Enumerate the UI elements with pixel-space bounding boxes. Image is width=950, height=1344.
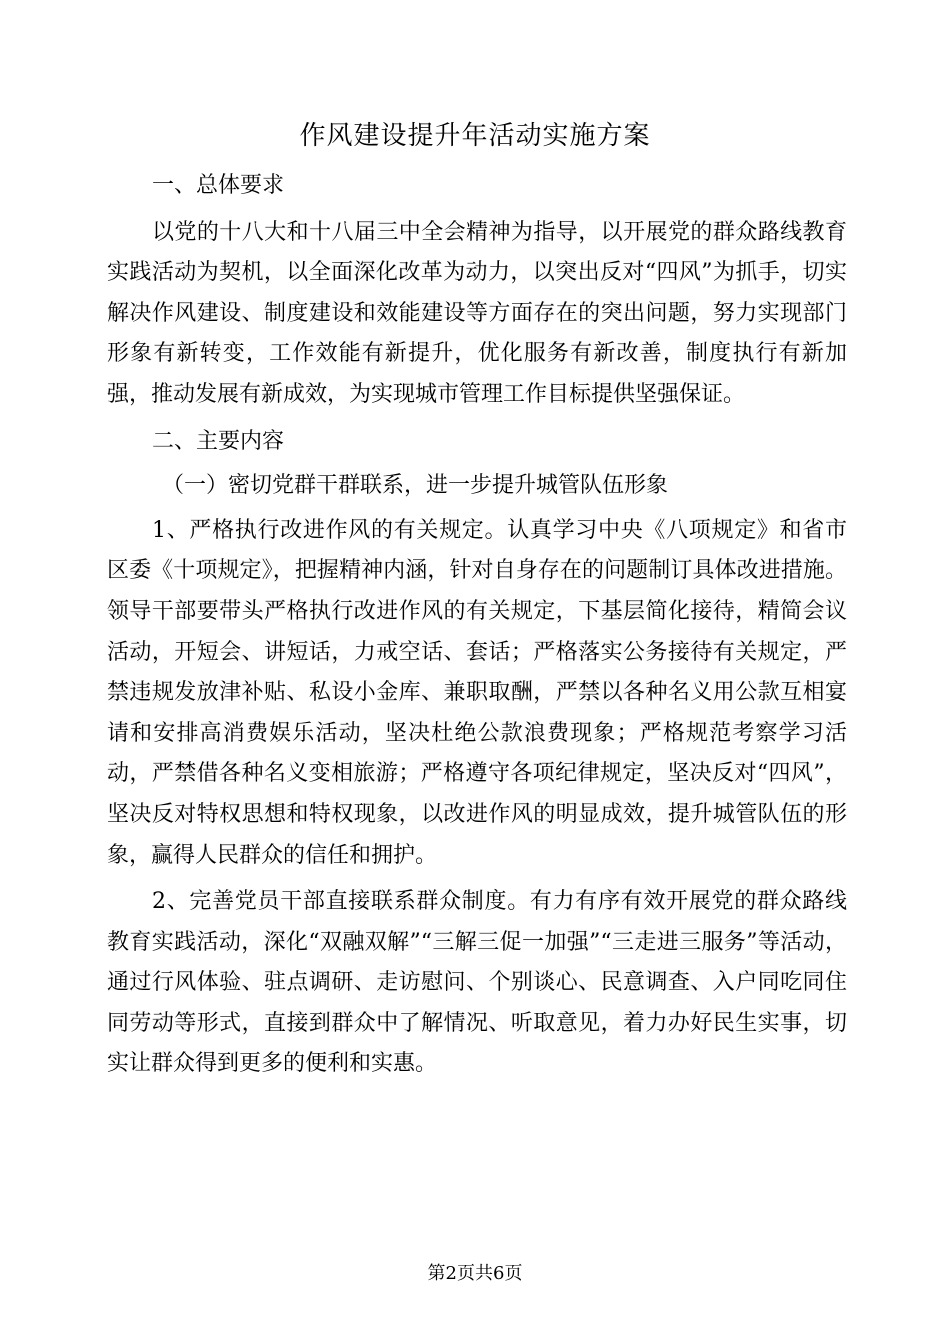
document-title: 作风建设提升年活动实施方案 xyxy=(299,121,651,151)
paragraph-item-1: 1、严格执行改进作风的有关规定。认真学习中央《八项规定》和省市区委《十项规定》，把握精神内涵，针对自身存在的问题制订具体改进措施。领导干部要带头严格执行改进作风的有关规定，下基层简化接待，精简会议活动，开短会、讲短话，力戒空话、套话；严格落实公务接待有关规定，严禁违规发放津补贴、私设小金库、兼职取酬，严禁以各种名义用公款互相宴请和安排高消费娱乐活动，坚决杜绝公款浪费现象；严格规范考察学习活动，严禁借各种名义变相旅游；严格遵守各项纪律规定，坚决反对“四风”，坚决反对特权思想和特权现象，以改进作风的明显成效，提升城管队伍的形象，赢得人民群众的信任和拥护。 xyxy=(107,517,847,868)
subsection-heading-1: （一）密切党群干群联系，进一步提升城管队伍形象 xyxy=(162,473,669,499)
document-body xyxy=(107,166,847,1085)
section-heading-1: 一、总体要求 xyxy=(152,173,285,198)
paragraph-general-requirements: 以党的十八大和十八届三中全会精神为指导，以开展党的群众路线教育实践活动为契机，以全面深化改革为动力，以突出反对“四风”为抓手，切实解决作风建设、制度建设和效能建设等方面存在的突出问题，努力实现部门形象有新转变，工作效能有新提升，优化服务有新改善，制度执行有新加强，推动发展有新成效，为实现城市管理工作目标提供坚强保证。 xyxy=(107,219,847,407)
paragraph-item-2: 2、完善党员干部直接联系群众制度。有力有序有效开展党的群众路线教育实践活动，深化“双融双解”“三解三促一加强”“三走进三服务”等活动，通过行风体验、驻点调研、走访慰问、个别谈心、民意调查、入户同吃同住同劳动等形式，直接到群众中了解情况、听取意见，着力办好民生实事，切实让群众得到更多的便利和实惠。 xyxy=(107,889,847,1077)
section-heading-2: 二、主要内容 xyxy=(152,428,285,454)
page-number: 第2页共6页 xyxy=(427,1263,523,1284)
